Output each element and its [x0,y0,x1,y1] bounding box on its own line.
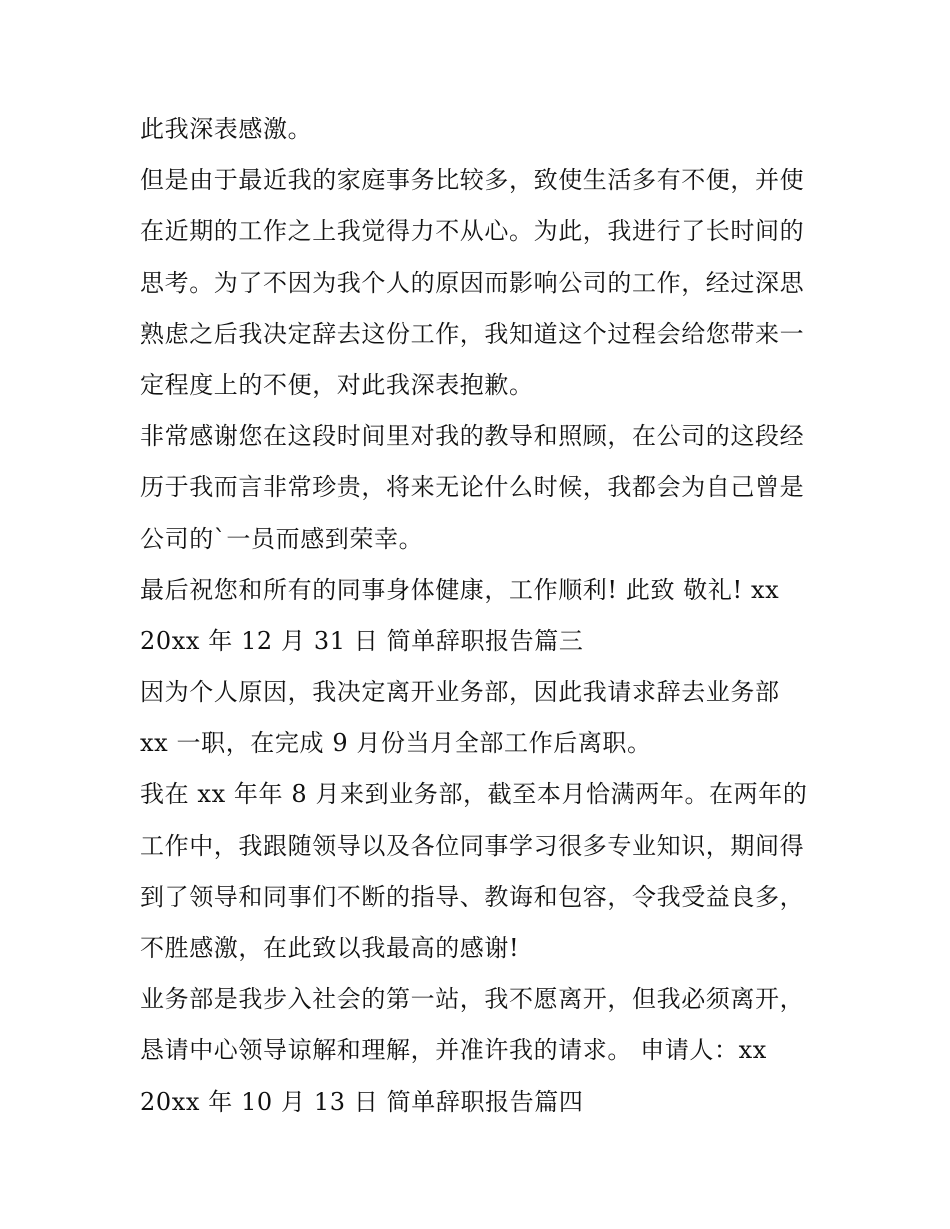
text-line: 熟虑之后我决定辞去这份工作，我知道这个过程会给您带来一 [140,319,805,348]
text-line: 定程度上的不便，对此我深表抱歉。 [140,370,534,399]
text-line: 但是由于最近我的家庭事务比较多，致使生活多有不便，并使 [140,166,805,195]
text-line: 此我深表感激。 [140,115,313,143]
text-line: 公司的`一员而感到荣幸。 [140,524,424,553]
section-heading-line: 20xx 年 12 月 31 日 简单辞职报告篇三 [140,626,584,655]
text-line: 工作中，我跟随领导以及各位同事学习很多专业知识，期间得 [140,831,805,860]
text-line: 我在 xx 年年 8 月来到业务部，截至本月恰满两年。在两年的 [140,780,808,809]
text-line: 最后祝您和所有的同事身体健康，工作顺利! 此致 敬礼! xx [140,575,780,604]
text-line: 因为个人原因，我决定离开业务部，因此我请求辞去业务部 [140,678,780,707]
text-line: 业务部是我步入社会的第一站，我不愿离开，但我必须离开， [140,985,805,1014]
text-line: 在近期的工作之上我觉得力不从心。为此，我进行了长时间的 [140,217,805,246]
text-line: 恳请中心领导谅解和理解，并准许我的请求。 申请人：xx [140,1036,767,1065]
text-line: 非常感谢您在这段时间里对我的教导和照顾，在公司的这段经 [140,422,805,451]
text-line: xx 一职，在完成 9 月份当月全部工作后离职。 [140,729,652,758]
text-line: 思考。为了不因为我个人的原因而影响公司的工作，经过深思 [140,268,805,297]
text-line: 历于我而言非常珍贵，将来无论什么时候，我都会为自己曾是 [140,473,805,502]
text-line: 到了领导和同事们不断的指导、教诲和包容，令我受益良多， [140,882,805,911]
text-line: 不胜感激，在此致以我最高的感谢! [140,934,520,962]
document-body [140,104,820,1128]
section-heading-line: 20xx 年 10 月 13 日 简单辞职报告篇四 [140,1087,584,1116]
